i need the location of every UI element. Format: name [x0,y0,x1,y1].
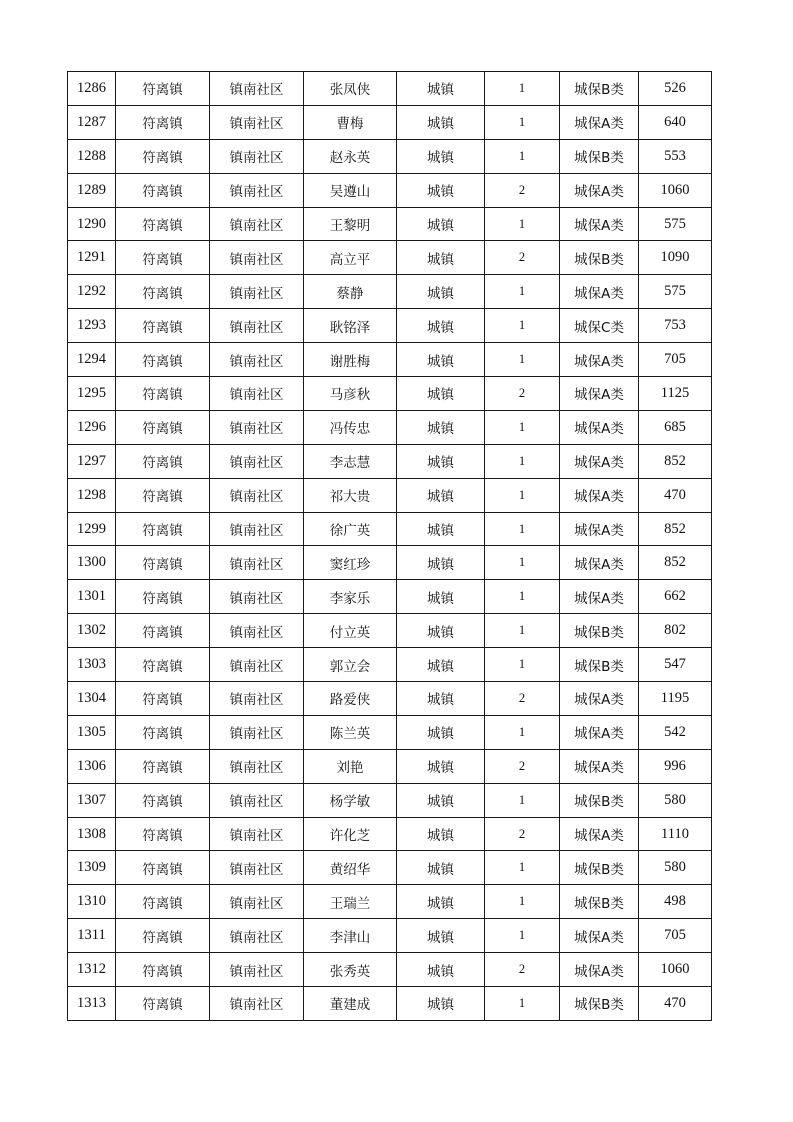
cell-area-type: 城镇 [397,648,485,682]
cell-area-type: 城镇 [397,139,485,173]
table-row [68,817,712,851]
cell-person-name: 耿铭泽 [304,309,397,343]
table-row [68,444,712,478]
cell-area-type: 城镇 [397,377,485,411]
cell-town: 符离镇 [116,207,210,241]
cell-serial-number: 1288 [68,139,116,173]
table-row [68,715,712,749]
cell-insurance-category: 城保B类 [560,987,639,1021]
cell-person-name: 董建成 [304,987,397,1021]
cell-community: 镇南社区 [210,444,304,478]
cell-amount: 753 [639,309,712,343]
table-row [68,749,712,783]
cell-household-count: 1 [485,512,560,546]
cell-town: 符离镇 [116,72,210,106]
cell-insurance-category: 城保A类 [560,715,639,749]
cell-insurance-category: 城保A类 [560,817,639,851]
cell-serial-number: 1297 [68,444,116,478]
cell-person-name: 陈兰英 [304,715,397,749]
table-row [68,410,712,444]
table-row [68,105,712,139]
table-row [68,309,712,343]
cell-amount: 575 [639,207,712,241]
cell-community: 镇南社区 [210,648,304,682]
table-row [68,783,712,817]
cell-amount: 685 [639,410,712,444]
cell-serial-number: 1306 [68,749,116,783]
cell-community: 镇南社区 [210,478,304,512]
cell-person-name: 马彦秋 [304,377,397,411]
cell-person-name: 窦红珍 [304,546,397,580]
cell-community: 镇南社区 [210,580,304,614]
cell-amount: 1090 [639,241,712,275]
cell-person-name: 付立英 [304,614,397,648]
cell-serial-number: 1307 [68,783,116,817]
cell-town: 符离镇 [116,682,210,716]
cell-amount: 802 [639,614,712,648]
cell-community: 镇南社区 [210,546,304,580]
cell-serial-number: 1310 [68,885,116,919]
cell-community: 镇南社区 [210,139,304,173]
cell-insurance-category: 城保B类 [560,783,639,817]
table-row [68,648,712,682]
cell-amount: 526 [639,72,712,106]
table-row [68,478,712,512]
cell-insurance-category: 城保B类 [560,241,639,275]
cell-amount: 553 [639,139,712,173]
table-body [68,72,712,1021]
cell-household-count: 1 [485,207,560,241]
cell-amount: 852 [639,444,712,478]
cell-person-name: 杨学敏 [304,783,397,817]
cell-community: 镇南社区 [210,207,304,241]
cell-household-count: 1 [485,783,560,817]
table-row [68,512,712,546]
cell-area-type: 城镇 [397,749,485,783]
cell-area-type: 城镇 [397,580,485,614]
cell-town: 符离镇 [116,512,210,546]
cell-household-count: 1 [485,614,560,648]
cell-household-count: 1 [485,275,560,309]
cell-insurance-category: 城保A类 [560,410,639,444]
cell-household-count: 1 [485,72,560,106]
cell-town: 符离镇 [116,343,210,377]
cell-serial-number: 1312 [68,953,116,987]
cell-town: 符离镇 [116,410,210,444]
cell-person-name: 徐广英 [304,512,397,546]
cell-town: 符离镇 [116,851,210,885]
cell-area-type: 城镇 [397,105,485,139]
cell-area-type: 城镇 [397,783,485,817]
cell-amount: 542 [639,715,712,749]
records-table [67,71,712,1021]
table-row [68,614,712,648]
cell-serial-number: 1303 [68,648,116,682]
table-row [68,953,712,987]
cell-serial-number: 1287 [68,105,116,139]
cell-household-count: 2 [485,173,560,207]
cell-area-type: 城镇 [397,207,485,241]
cell-amount: 705 [639,919,712,953]
cell-insurance-category: 城保B类 [560,885,639,919]
cell-town: 符离镇 [116,715,210,749]
cell-amount: 470 [639,478,712,512]
cell-person-name: 王瑞兰 [304,885,397,919]
cell-town: 符离镇 [116,275,210,309]
cell-community: 镇南社区 [210,309,304,343]
cell-town: 符离镇 [116,749,210,783]
table-row [68,275,712,309]
cell-person-name: 祁大贵 [304,478,397,512]
cell-area-type: 城镇 [397,715,485,749]
cell-community: 镇南社区 [210,885,304,919]
cell-town: 符离镇 [116,478,210,512]
cell-household-count: 2 [485,682,560,716]
cell-area-type: 城镇 [397,817,485,851]
cell-amount: 852 [639,512,712,546]
cell-household-count: 1 [485,105,560,139]
table-row [68,682,712,716]
cell-serial-number: 1290 [68,207,116,241]
cell-insurance-category: 城保A类 [560,105,639,139]
cell-town: 符离镇 [116,105,210,139]
cell-amount: 470 [639,987,712,1021]
cell-town: 符离镇 [116,648,210,682]
cell-household-count: 1 [485,309,560,343]
cell-insurance-category: 城保A类 [560,275,639,309]
cell-household-count: 1 [485,139,560,173]
cell-town: 符离镇 [116,309,210,343]
cell-person-name: 吴遵山 [304,173,397,207]
cell-area-type: 城镇 [397,919,485,953]
cell-community: 镇南社区 [210,919,304,953]
cell-serial-number: 1293 [68,309,116,343]
cell-community: 镇南社区 [210,987,304,1021]
cell-insurance-category: 城保B类 [560,72,639,106]
cell-amount: 852 [639,546,712,580]
cell-town: 符离镇 [116,987,210,1021]
cell-area-type: 城镇 [397,546,485,580]
cell-area-type: 城镇 [397,275,485,309]
cell-insurance-category: 城保A类 [560,919,639,953]
cell-insurance-category: 城保A类 [560,682,639,716]
cell-serial-number: 1304 [68,682,116,716]
cell-amount: 1060 [639,953,712,987]
cell-insurance-category: 城保A类 [560,444,639,478]
cell-amount: 1125 [639,377,712,411]
cell-household-count: 2 [485,749,560,783]
cell-area-type: 城镇 [397,309,485,343]
cell-household-count: 1 [485,580,560,614]
cell-amount: 547 [639,648,712,682]
cell-town: 符离镇 [116,817,210,851]
cell-insurance-category: 城保B类 [560,139,639,173]
cell-amount: 1195 [639,682,712,716]
cell-person-name: 张秀英 [304,953,397,987]
cell-serial-number: 1308 [68,817,116,851]
cell-serial-number: 1295 [68,377,116,411]
cell-serial-number: 1302 [68,614,116,648]
cell-serial-number: 1298 [68,478,116,512]
cell-community: 镇南社区 [210,275,304,309]
cell-household-count: 1 [485,987,560,1021]
cell-serial-number: 1301 [68,580,116,614]
cell-community: 镇南社区 [210,72,304,106]
cell-town: 符离镇 [116,444,210,478]
cell-household-count: 1 [485,648,560,682]
table-row [68,919,712,953]
cell-insurance-category: 城保A类 [560,580,639,614]
cell-community: 镇南社区 [210,953,304,987]
table-row [68,139,712,173]
cell-person-name: 刘艳 [304,749,397,783]
cell-person-name: 蔡静 [304,275,397,309]
cell-person-name: 谢胜梅 [304,343,397,377]
cell-town: 符离镇 [116,614,210,648]
cell-serial-number: 1286 [68,72,116,106]
cell-town: 符离镇 [116,580,210,614]
cell-insurance-category: 城保B类 [560,614,639,648]
cell-household-count: 1 [485,851,560,885]
cell-household-count: 2 [485,817,560,851]
cell-town: 符离镇 [116,173,210,207]
cell-amount: 498 [639,885,712,919]
cell-household-count: 1 [485,546,560,580]
cell-household-count: 1 [485,715,560,749]
cell-area-type: 城镇 [397,478,485,512]
cell-area-type: 城镇 [397,410,485,444]
cell-community: 镇南社区 [210,343,304,377]
cell-area-type: 城镇 [397,987,485,1021]
cell-amount: 1060 [639,173,712,207]
table-row [68,343,712,377]
cell-community: 镇南社区 [210,173,304,207]
cell-person-name: 李家乐 [304,580,397,614]
cell-community: 镇南社区 [210,614,304,648]
cell-area-type: 城镇 [397,173,485,207]
cell-community: 镇南社区 [210,241,304,275]
cell-area-type: 城镇 [397,885,485,919]
table-row [68,851,712,885]
cell-area-type: 城镇 [397,72,485,106]
cell-amount: 996 [639,749,712,783]
cell-serial-number: 1296 [68,410,116,444]
cell-amount: 580 [639,783,712,817]
cell-insurance-category: 城保A类 [560,512,639,546]
cell-area-type: 城镇 [397,614,485,648]
cell-person-name: 曹梅 [304,105,397,139]
table-row [68,207,712,241]
cell-serial-number: 1289 [68,173,116,207]
cell-community: 镇南社区 [210,749,304,783]
cell-amount: 705 [639,343,712,377]
cell-community: 镇南社区 [210,410,304,444]
cell-area-type: 城镇 [397,682,485,716]
cell-serial-number: 1300 [68,546,116,580]
cell-person-name: 郭立会 [304,648,397,682]
cell-serial-number: 1311 [68,919,116,953]
cell-town: 符离镇 [116,377,210,411]
cell-town: 符离镇 [116,953,210,987]
table-row [68,72,712,106]
cell-insurance-category: 城保A类 [560,173,639,207]
cell-town: 符离镇 [116,885,210,919]
cell-person-name: 张凤侠 [304,72,397,106]
cell-area-type: 城镇 [397,241,485,275]
cell-household-count: 1 [485,410,560,444]
cell-insurance-category: 城保B类 [560,648,639,682]
cell-insurance-category: 城保A类 [560,377,639,411]
cell-community: 镇南社区 [210,783,304,817]
cell-area-type: 城镇 [397,512,485,546]
cell-area-type: 城镇 [397,851,485,885]
cell-area-type: 城镇 [397,343,485,377]
cell-household-count: 2 [485,953,560,987]
cell-person-name: 路爱侠 [304,682,397,716]
cell-serial-number: 1291 [68,241,116,275]
cell-person-name: 黄绍华 [304,851,397,885]
cell-area-type: 城镇 [397,444,485,478]
cell-town: 符离镇 [116,783,210,817]
cell-insurance-category: 城保A类 [560,546,639,580]
cell-person-name: 冯传忠 [304,410,397,444]
cell-person-name: 王黎明 [304,207,397,241]
cell-insurance-category: 城保B类 [560,851,639,885]
cell-area-type: 城镇 [397,953,485,987]
table-row [68,173,712,207]
cell-household-count: 2 [485,377,560,411]
cell-household-count: 1 [485,478,560,512]
cell-household-count: 1 [485,343,560,377]
cell-community: 镇南社区 [210,715,304,749]
cell-community: 镇南社区 [210,682,304,716]
cell-person-name: 李津山 [304,919,397,953]
table-row [68,377,712,411]
cell-insurance-category: 城保A类 [560,478,639,512]
cell-household-count: 1 [485,919,560,953]
cell-community: 镇南社区 [210,512,304,546]
cell-insurance-category: 城保A类 [560,749,639,783]
table-row [68,885,712,919]
table-row [68,580,712,614]
cell-serial-number: 1309 [68,851,116,885]
cell-person-name: 李志慧 [304,444,397,478]
cell-town: 符离镇 [116,139,210,173]
table-row [68,987,712,1021]
cell-town: 符离镇 [116,241,210,275]
cell-community: 镇南社区 [210,105,304,139]
cell-insurance-category: 城保C类 [560,309,639,343]
cell-serial-number: 1294 [68,343,116,377]
cell-town: 符离镇 [116,546,210,580]
cell-community: 镇南社区 [210,377,304,411]
cell-amount: 662 [639,580,712,614]
cell-amount: 580 [639,851,712,885]
cell-town: 符离镇 [116,919,210,953]
cell-household-count: 2 [485,241,560,275]
cell-serial-number: 1305 [68,715,116,749]
cell-household-count: 1 [485,444,560,478]
cell-insurance-category: 城保A类 [560,207,639,241]
cell-amount: 1110 [639,817,712,851]
cell-person-name: 高立平 [304,241,397,275]
cell-insurance-category: 城保A类 [560,343,639,377]
cell-serial-number: 1313 [68,987,116,1021]
cell-person-name: 许化芝 [304,817,397,851]
cell-amount: 640 [639,105,712,139]
cell-person-name: 赵永英 [304,139,397,173]
cell-serial-number: 1292 [68,275,116,309]
cell-community: 镇南社区 [210,817,304,851]
cell-community: 镇南社区 [210,851,304,885]
table-row [68,546,712,580]
cell-amount: 575 [639,275,712,309]
cell-insurance-category: 城保A类 [560,953,639,987]
table-row [68,241,712,275]
cell-serial-number: 1299 [68,512,116,546]
cell-household-count: 1 [485,885,560,919]
